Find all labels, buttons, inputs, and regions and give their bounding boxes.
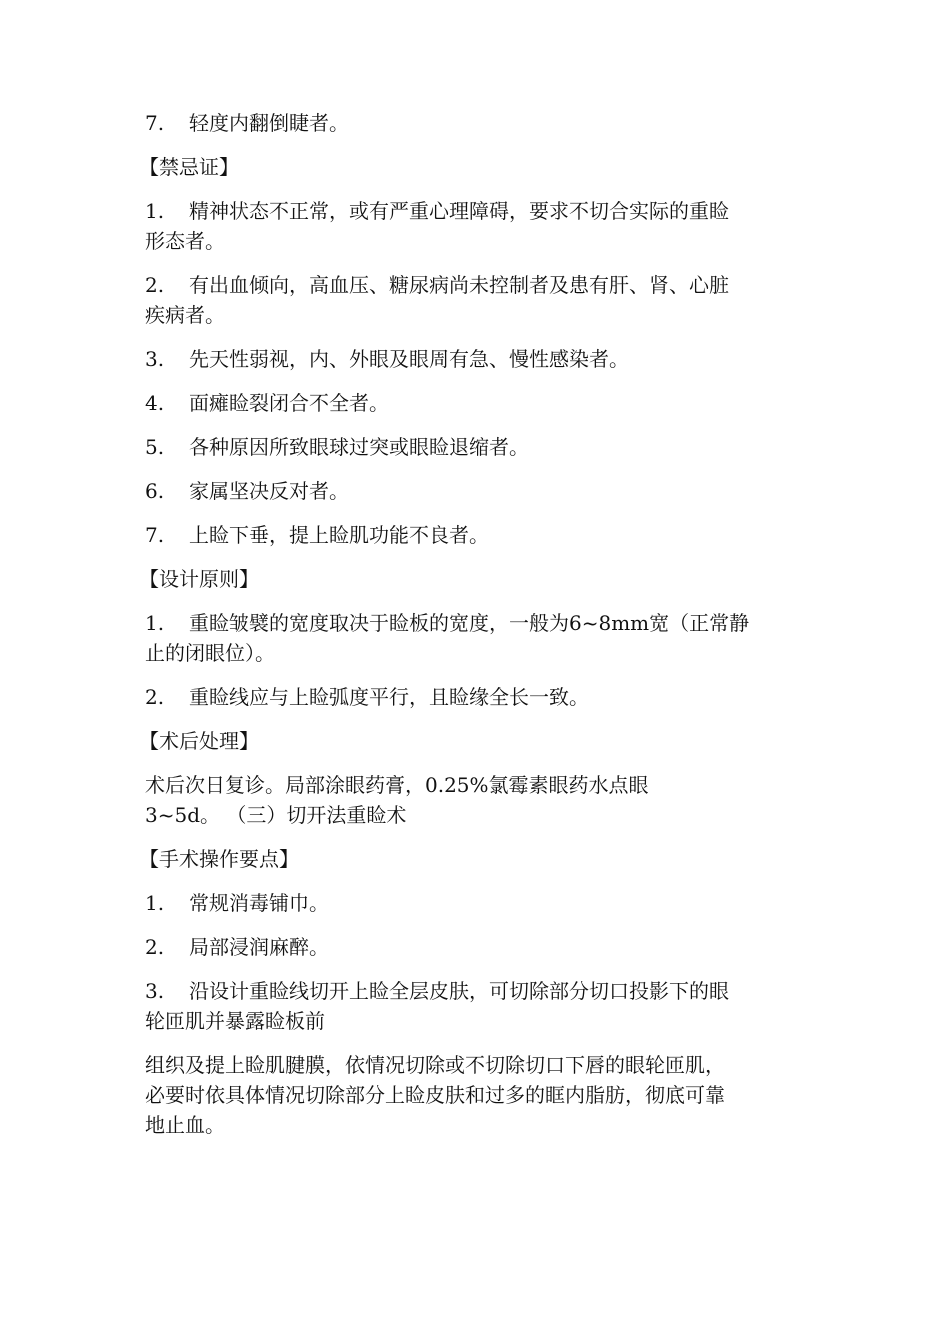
section-heading: 【手术操作要点】 (139, 847, 299, 871)
item-text: 常规消毒铺巾。 (189, 891, 329, 915)
item-number: 3. (145, 347, 165, 371)
text-line: 形态者。 (145, 229, 225, 253)
item-number: 1. (145, 891, 165, 915)
item-text: 重睑皱襞的宽度取决于睑板的宽度，一般为6~8mm宽（正常静 (189, 611, 750, 635)
list-item (145, 976, 805, 1036)
text-line: 地止血。 (145, 1113, 225, 1137)
text-line: 3~5d。 （三）切开法重睑术 (145, 803, 407, 827)
text-line: 必要时依具体情况切除部分上睑皮肤和过多的眶内脂肪，彻底可靠 (145, 1083, 725, 1107)
item-number: 6. (145, 479, 165, 503)
list-item (145, 476, 805, 506)
item-text: 有出血倾向，高血压、糖尿病尚未控制者及患有肝、肾、心脏 (189, 273, 729, 297)
item-number: 1. (145, 199, 165, 223)
paragraph (145, 1050, 805, 1140)
list-item (145, 196, 805, 256)
text-line: 疾病者。 (145, 303, 225, 327)
item-text: 沿设计重睑线切开上睑全层皮肤，可切除部分切口投影下的眼 (189, 979, 729, 1003)
item-text: 轻度内翻倒睫者。 (189, 111, 349, 135)
text-line: 术后次日复诊。局部涂眼药膏，0.25%氯霉素眼药水点眼 (145, 773, 649, 797)
item-number: 2. (145, 273, 165, 297)
item-text: 各种原因所致眼球过突或眼睑退缩者。 (189, 435, 529, 459)
list-item (145, 108, 805, 138)
item-number: 2. (145, 685, 165, 709)
item-text: 重睑线应与上睑弧度平行，且睑缘全长一致。 (189, 685, 589, 709)
item-text: 家属坚决反对者。 (189, 479, 349, 503)
item-text: 精神状态不正常，或有严重心理障碍，要求不切合实际的重睑 (189, 199, 729, 223)
item-number: 7. (145, 111, 165, 135)
list-item (145, 608, 805, 668)
section-heading: 【禁忌证】 (139, 155, 239, 179)
item-number: 7. (145, 523, 165, 547)
list-item (145, 388, 805, 418)
list-item (145, 270, 805, 330)
text-line: 止的闭眼位）。 (145, 641, 275, 665)
paragraph (145, 770, 805, 830)
item-number: 4. (145, 391, 165, 415)
section-heading: 【术后处理】 (139, 729, 259, 753)
document-page (139, 108, 805, 1154)
text-line: 组织及提上睑肌腱膜，依情况切除或不切除切口下唇的眼轮匝肌， (145, 1053, 725, 1077)
item-number: 5. (145, 435, 165, 459)
item-number: 1. (145, 611, 165, 635)
text-line: 轮匝肌并暴露睑板前 (145, 1009, 325, 1033)
list-item (145, 520, 805, 550)
list-item (145, 682, 805, 712)
item-text: 上睑下垂，提上睑肌功能不良者。 (189, 523, 489, 547)
list-item (145, 432, 805, 462)
item-text: 面瘫睑裂闭合不全者。 (189, 391, 389, 415)
item-number: 2. (145, 935, 165, 959)
item-number: 3. (145, 979, 165, 1003)
item-text: 局部浸润麻醉。 (189, 935, 329, 959)
section-heading: 【设计原则】 (139, 567, 259, 591)
list-item (145, 932, 805, 962)
item-text: 先天性弱视，内、外眼及眼周有急、慢性感染者。 (189, 347, 629, 371)
list-item (145, 888, 805, 918)
list-item (145, 344, 805, 374)
